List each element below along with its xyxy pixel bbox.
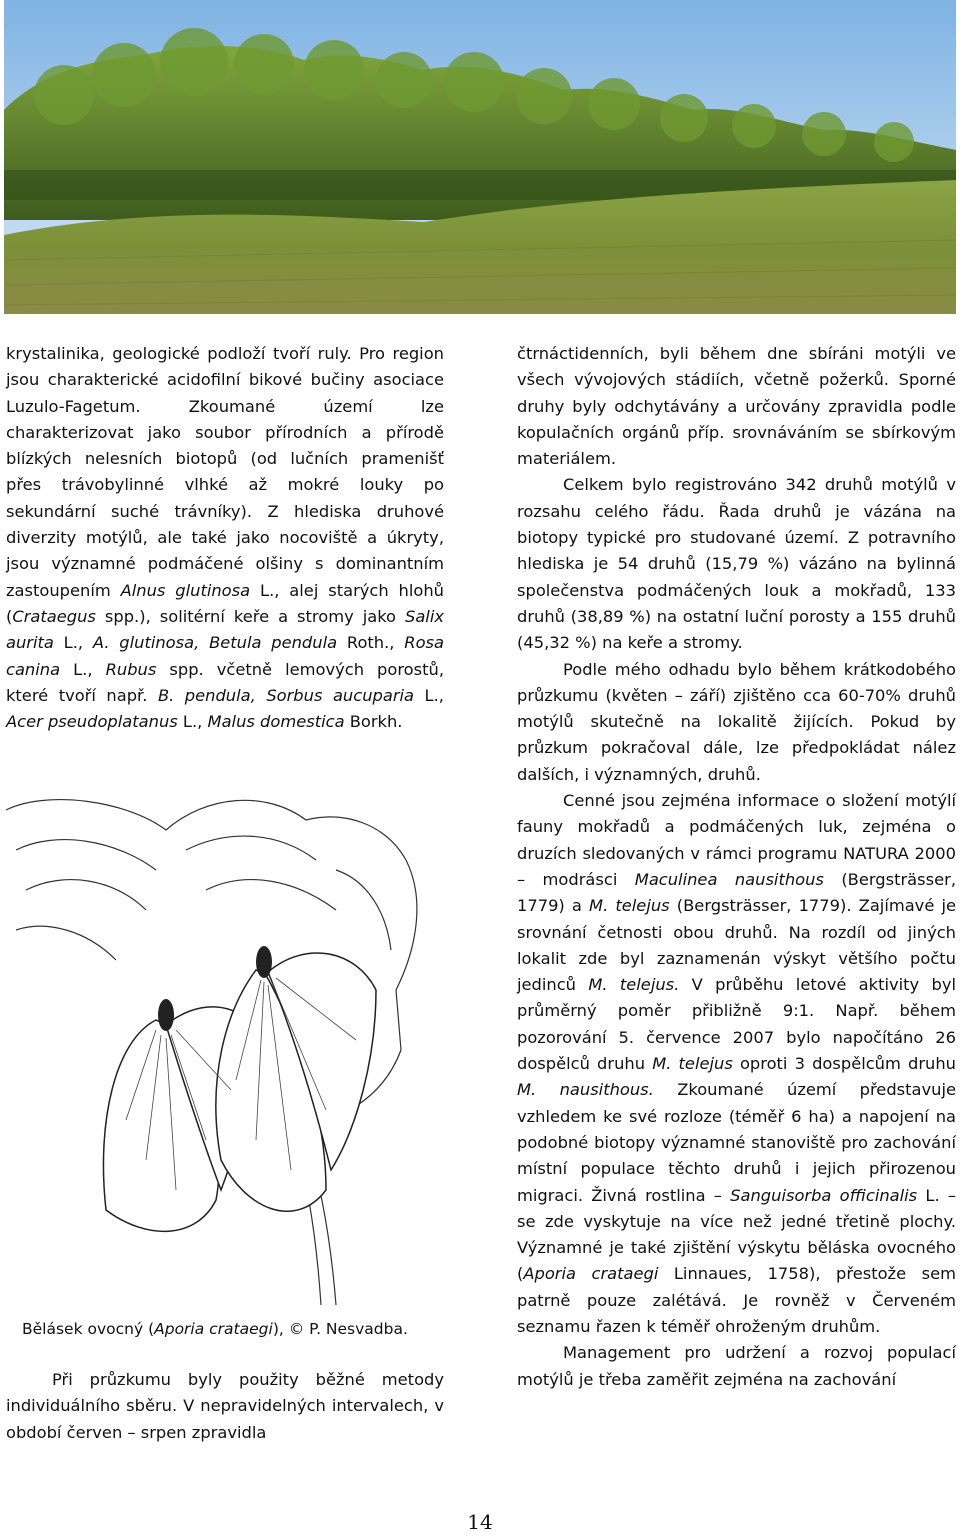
right-paragraph-1: čtrnáctidenních, byli během dne sbíráni motýli ve všech vývojových stádiích, včetně požerků. Sporné druhy byly odchytávány a určovány zpravidla podle kopulačních orgánů příp. srovnáváním se sbírkovým materiálem.: [517, 344, 956, 469]
left-paragraph-1: krystalinika, geologické podloží tvoří ruly. Pro region jsou charakterické acidofilní bikové bučiny asociace Luzulo-Fagetum. Zkoumané území lze charakterizovat jako soubor přírodních a přírodě blízkých nelesních biotopů (od lučních pramenišť přes trávobylinné vlhké až mokré louky po sekundární suché trávníky). Z hlediska druhové diverzity motýlů, ale také jako nocoviště a úkryty, jsou významné podmáčené olšiny s dominantním zastoupením Alnus glutinosa L., alej starých hlohů (Crataegus spp.), solitérní keře a stromy jako Salix aurita L., A. glutinosa, Betula pendula Roth., Rosa canina L., Rubus spp. včetně lemových porostů, které tvoří např. B. pendula, Sorbus aucuparia L., Acer pseudoplatanus L., Malus domestica Borkh.: [6, 344, 444, 732]
right-column: [517, 341, 956, 1393]
right-paragraph-5: Management pro udržení a rozvoj populací motýlů je třeba zaměřit zejména na zachování: [517, 1343, 956, 1389]
right-paragraph-3: Podle mého odhadu bylo během krátkodobého průzkumu (květen – září) zjištěno cca 60-70% druhů motýlů skutečně na lokalitě žijících. Pokud by průzkum pokračoval dále, lze předpokládat nález dalších, i významných, druhů.: [517, 659, 956, 784]
landscape-photo: [4, 0, 956, 314]
figure-caption: Bělásek ovocný (Aporia crataegi), © P. Nesvadba.: [22, 1320, 408, 1338]
left-paragraph-2: Při průzkumu byly použity běžné metody individuálního sběru. V nepravidelných intervalech, v období červen – srpen zpravidla: [6, 1370, 444, 1442]
left-column-bottom: [6, 1367, 444, 1446]
left-column: [6, 341, 444, 735]
butterfly-drawing-icon: [6, 790, 444, 1305]
butterfly-illustration: [6, 790, 444, 1305]
page-number: 14: [467, 1510, 493, 1534]
meadow-forest-image: [4, 0, 956, 314]
right-paragraph-4: Cenné jsou zejména informace o složení motýlí fauny mokřadů a podmáčených luk, zejména o druzích sledovaných v rámci programu NATURA 2000 – modrásci Maculinea nausithous (Bergsträsser, 1779) a M. telejus (Bergsträsser, 1779). Zajímavé je srovnání četnosti obou druhů. Na rozdíl od jiných lokalit zde byl zaznamenán výskyt většího počtu jedinců M. telejus. V průběhu letové aktivity byl průměrný poměr přibližně 9:1. Např. během pozorování 5. července 2007 bylo napočítáno 26 dospělců druhu M. telejus oproti 3 dospělcům druhu M. nausithous. Zkoumané území představuje vzhledem ke své rozloze (téměř 6 ha) a napojení na podobné biotopy významné stanoviště pro zachování místní populace těchto druhů i jejich přirozenou migraci. Živná rostlina – Sanguisorba officinalis L. – se zde vyskytuje na více než jedné třetině plochy. Významné je také zjištění výskytu běláska ovocného (Aporia crataegi Linnaues, 1758), přestože sem patrně pouze zalétává. Je rovněž v Červeném seznamu řazen k téměř ohroženým druhům.: [517, 791, 957, 1336]
right-paragraph-2: Celkem bylo registrováno 342 druhů motýlů v rozsahu celého řádu. Řada druhů je vázána na biotopy typické pro studované území. Z potravního hlediska je 54 druhů (15,79 %) vázáno na bylinná společenstva podmáčených louk a mokřadů, 133 druhů (38,89 %) na ostatní luční porosty a 155 druhů (45,32 %) na keře a stromy.: [517, 475, 956, 653]
